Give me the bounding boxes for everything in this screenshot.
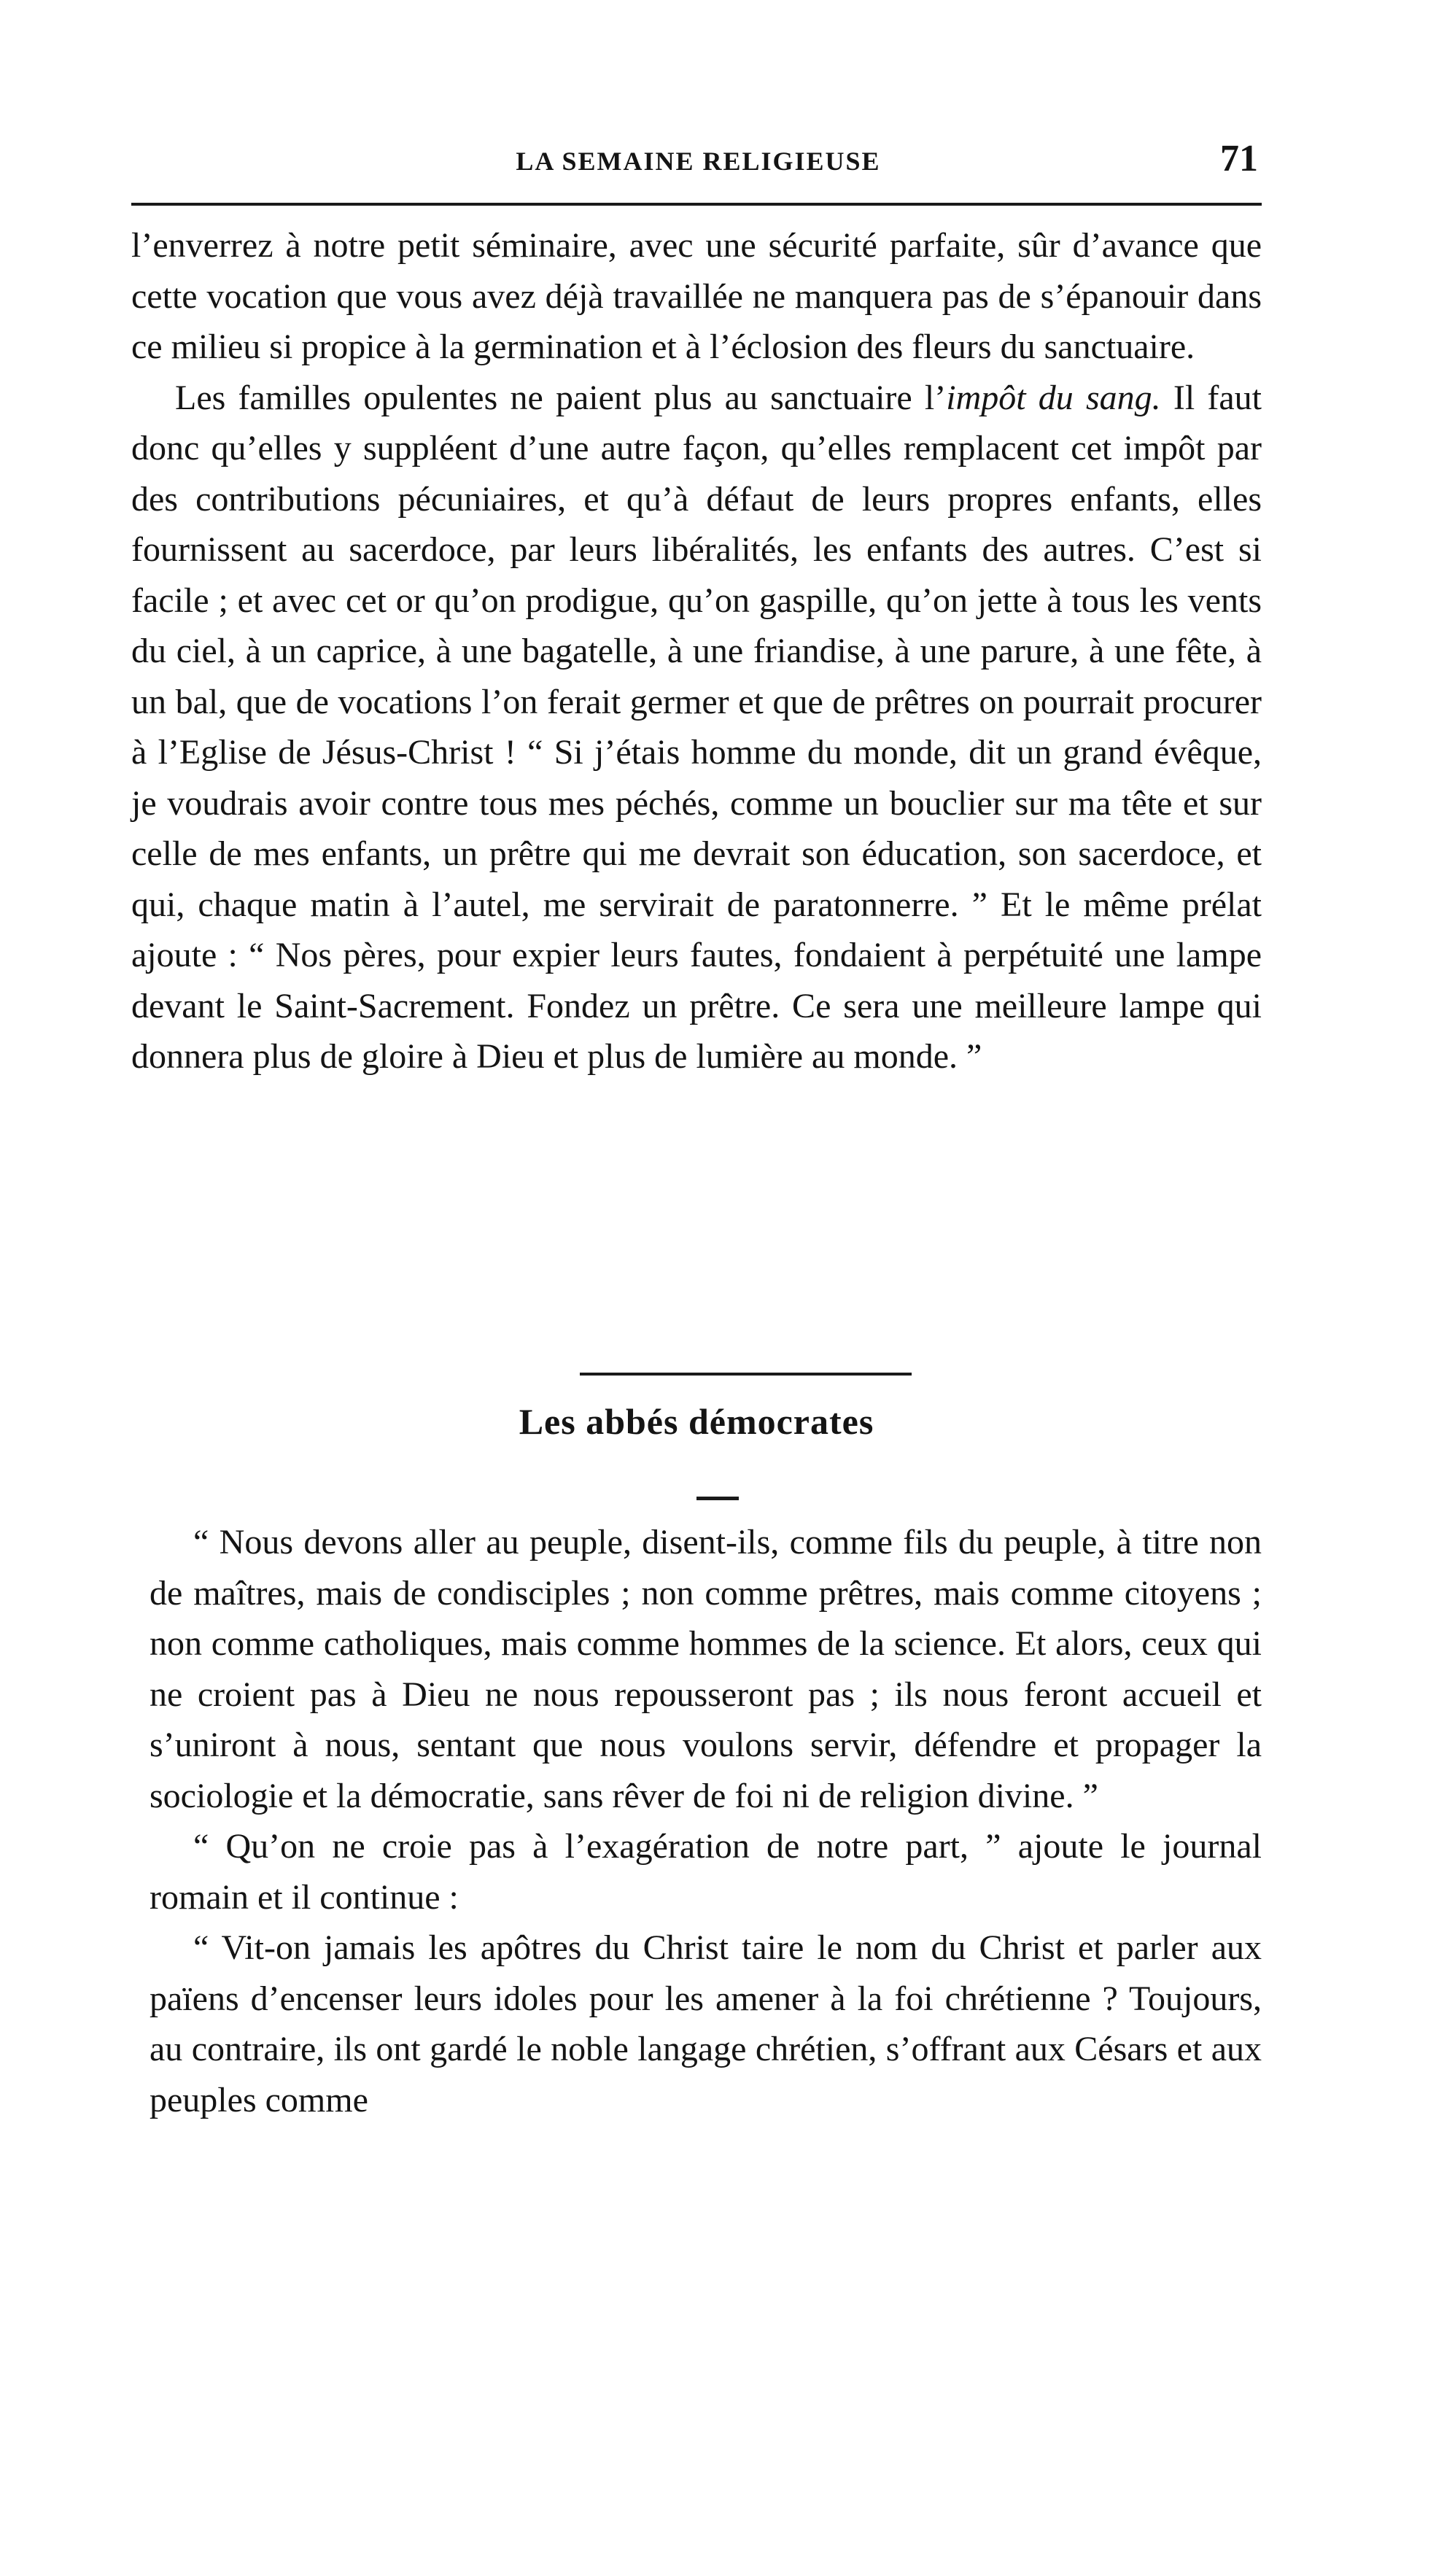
heading-dash <box>696 1497 739 1500</box>
paragraph-quote-peuple: “ Nous devons aller au peuple, disent-ils, comme fils du peuple, à titre non de maîtres, mais de condisciples ; non comme prêtres, mais comme citoyens ; non comme catholiques, mais comme hommes de la science. Et alors, ceux qui ne croient pas à Dieu ne nous repousseront pas ; ils nous feront accueil et s’uniront à nous, sentant que nous voulons servir, défendre et propager la sociologie et la démocratie, sans rêver de foi ni de religion divine. ” <box>150 1523 1262 1815</box>
paragraph-familles <box>131 373 1262 1082</box>
paragraph-familles-lead: Les familles opulentes ne paient plus au sanctuaire l’ <box>175 378 947 417</box>
running-title: LA SEMAINE RELIGIEUSE <box>516 147 881 176</box>
paragraph-exageration: “ Qu’on ne croie pas à l’exagération de notre part, ” ajoute le journal romain et il continue : <box>150 1827 1262 1917</box>
paragraph-familles-italic: impôt du sang. <box>946 378 1161 417</box>
paragraph-familles-rest: Il faut donc qu’elles y suppléent d’une autre façon, qu’elles remplacent cet impôt par des contributions pécuniaires, et qu’à défaut de leurs propres enfants, elles fournissent au sacerdoce, par leurs libéralités, les enfants des autres. C’est si facile ; et avec cet or qu’on prodigue, qu’on gaspille, qu’on jette à tous les vents du ciel, à un caprice, à une bagatelle, à une friandise, à une parure, à une fête, à un bal, que de vocations l’on ferait germer et que de prêtres on pourrait procurer à l’Eglise de Jésus-Christ ! “ Si j’étais homme du monde, dit un grand évêque, je voudrais avoir contre tous mes péchés, comme un bouclier sur ma tête et sur celle de mes enfants, un prêtre qui me devrait son éducation, son sacerdoce, et qui, chaque matin à l’autel, me servirait de paratonnerre. ” Et le même prélat ajoute : “ Nos pères, pour expier leurs fautes, fondaient à perpétuité une lampe devant le Saint-Sacrement. Fondez un prêtre. Ce sera une meilleure lampe qui donnera plus de gloire à Dieu et plus de lumière au monde. ” <box>131 378 1262 1076</box>
paragraph-continuation: l’enverrez à notre petit séminaire, avec une sécurité parfaite, sûr d’avance que cette vocation que vous avez déjà travaillée ne manquera pas de s’épanouir dans ce milieu si propice à la germination et à l’éclosion des fleurs du sanctuaire. <box>131 226 1262 366</box>
paragraph-apotres: “ Vit-on jamais les apôtres du Christ taire le nom du Christ et parler aux païens d’encenser leurs idoles pour les amener à la foi chrétienne ? Toujours, au contraire, ils ont gardé le noble langage chrétien, s’offrant aux Césars et aux peuples comme <box>150 1928 1262 2119</box>
body-text-bottom <box>150 1517 1262 2125</box>
page-number: 71 <box>1220 138 1258 179</box>
section-heading: Les abbés démocrates <box>519 1401 874 1442</box>
body-text-top <box>131 220 1262 1082</box>
section-separator-rule <box>580 1373 912 1376</box>
header-rule <box>131 203 1262 206</box>
page-header <box>131 138 1265 190</box>
